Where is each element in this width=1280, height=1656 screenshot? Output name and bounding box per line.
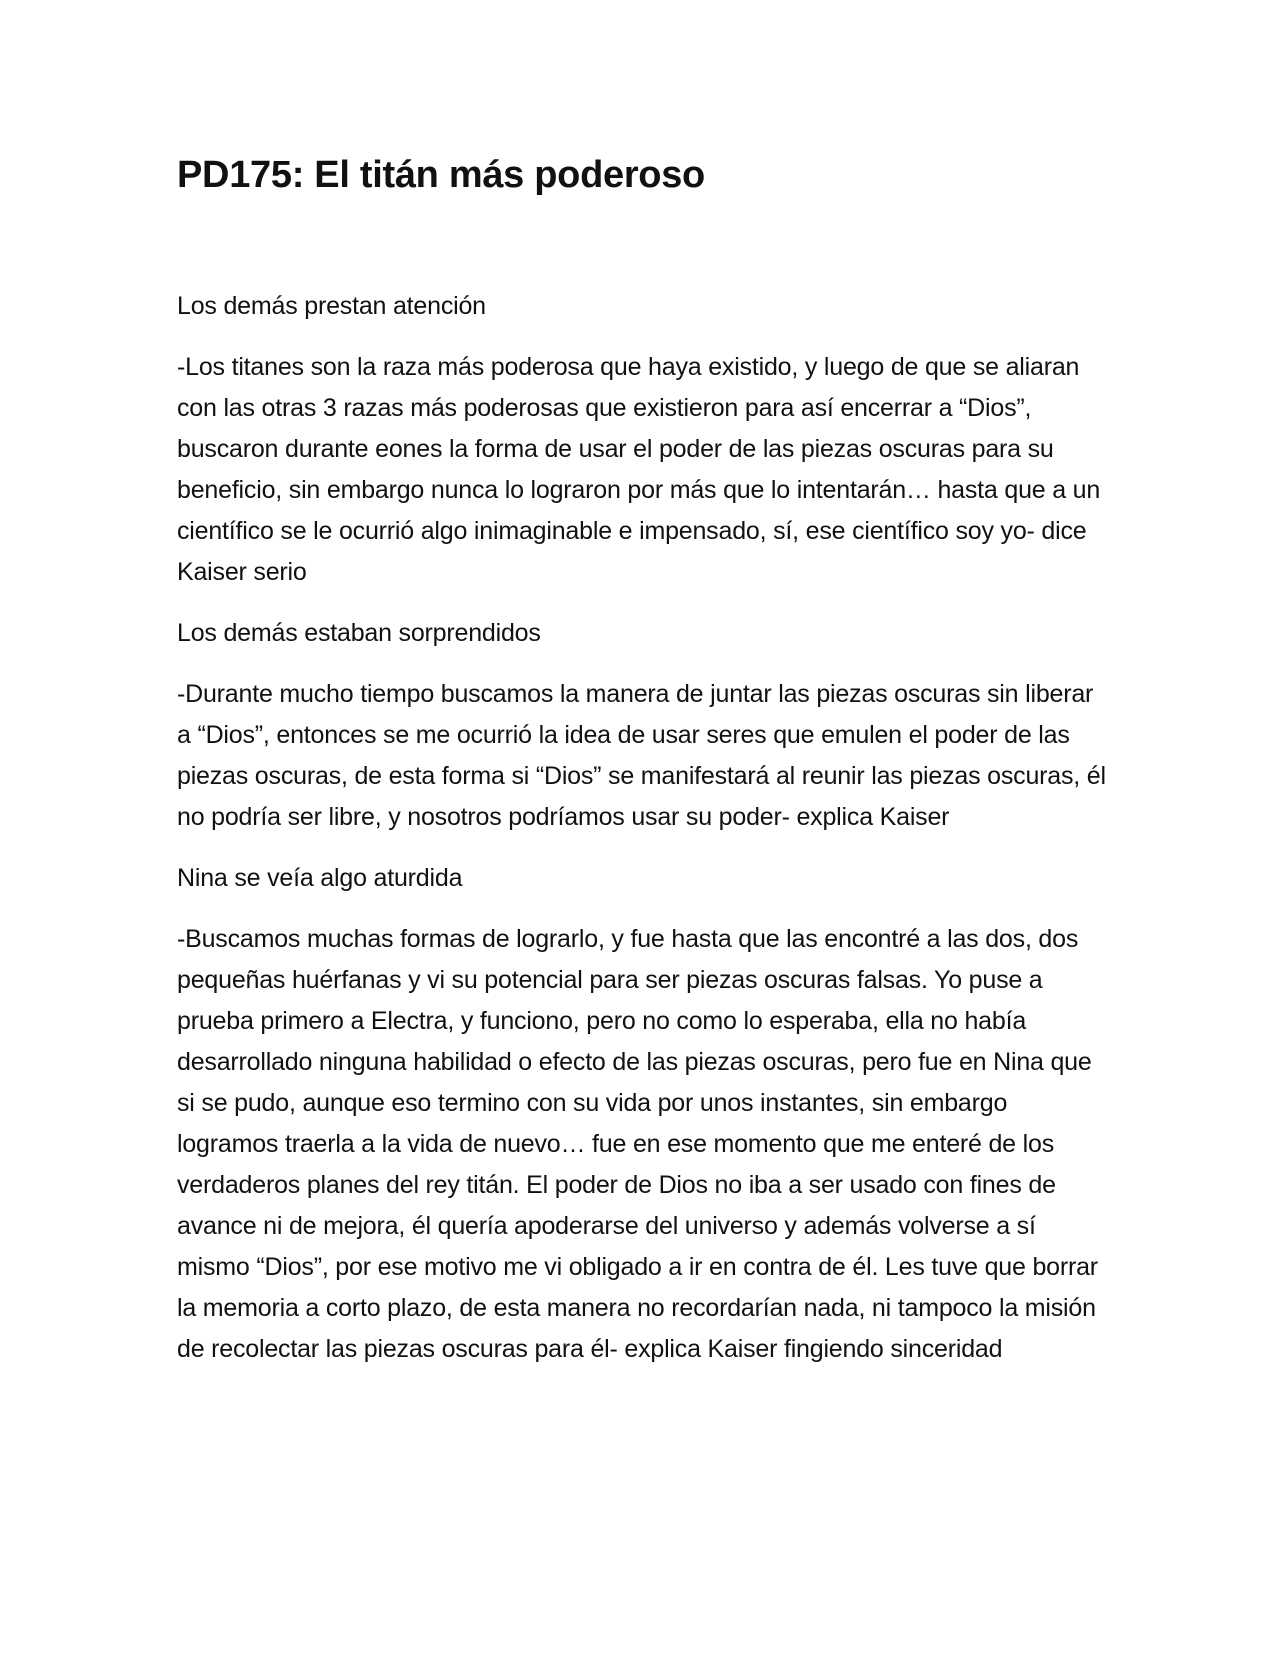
document-title: PD175: El titán más poderoso [177,154,705,196]
paragraph-3: Los demás estaban sorprendidos [177,619,541,647]
paragraph-1: Los demás prestan atención [177,292,486,320]
document-body [177,286,1107,1370]
paragraph-5: Nina se veía algo aturdida [177,864,463,892]
paragraph-2: -Los titanes son la raza más poderosa que haya existido, y luego de que se aliaran con las otras 3 razas más poderosas que existieron para así encerrar a “Dios”, buscaron durante eones la forma de usar el poder de las piezas oscuras para su beneficio, sin embargo nunca lo lograron por más que lo intentarán… hasta que a un científico se le ocurrió algo inimaginable e impensado, sí, ese científico soy yo- dice Kaiser serio [177,353,1101,586]
document-page [177,150,1107,1390]
paragraph-6: -Buscamos muchas formas de lograrlo, y fue hasta que las encontré a las dos, dos pequeñas huérfanas y vi su potencial para ser piezas oscuras falsas. Yo puse a prueba primero a Electra, y funciono, pero no como lo esperaba, ella no había desarrollado ninguna habilidad o efecto de las piezas oscuras, pero fue en Nina que si se pudo, aunque eso termino con su vida por unos instantes, sin embargo logramos traerla a la vida de nuevo… fue en ese momento que me enteré de los verdaderos planes del rey titán. El poder de Dios no iba a ser usado con fines de avance ni de mejora, él quería apoderarse del universo y además volverse a sí mismo “Dios”, por ese motivo me vi obligado a ir en contra de él. Les tuve que borrar la memoria a corto plazo, de esta manera no recordarían nada, ni tampoco la misión de recolectar las piezas oscuras para él- explica Kaiser fingiendo sinceridad [177,925,1098,1363]
paragraph-4: -Durante mucho tiempo buscamos la manera de juntar las piezas oscuras sin liberar a “Dios”, entonces se me ocurrió la idea de usar seres que emulen el poder de las piezas oscuras, de esta forma si “Dios” se manifestará al reunir las piezas oscuras, él no podría ser libre, y nosotros podríamos usar su poder- explica Kaiser [177,680,1106,831]
